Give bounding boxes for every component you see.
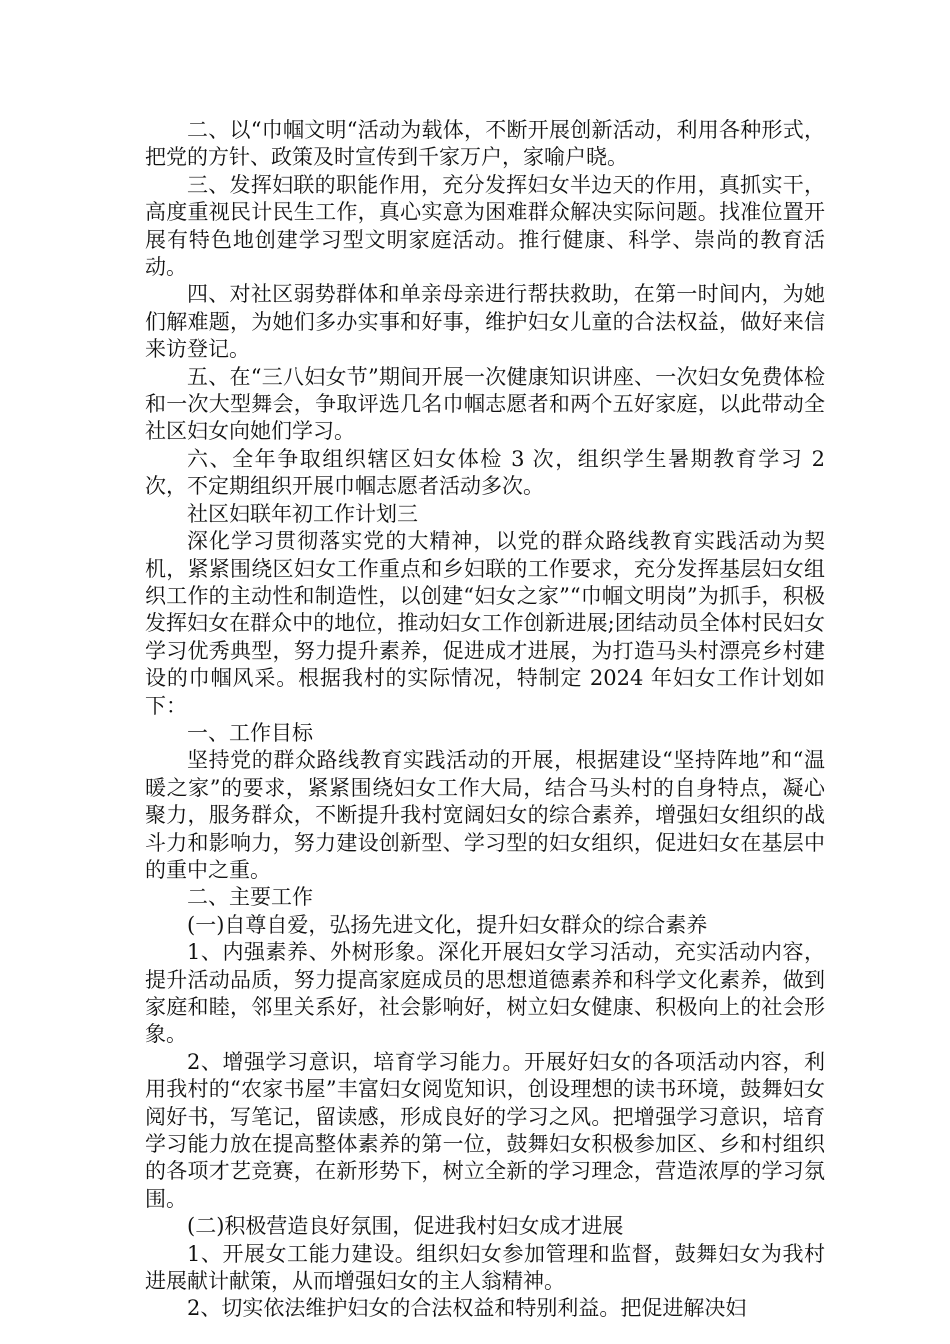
paragraph-item-2: 二、以“巾帼文明“活动为载体，不断开展创新活动，利用各种形式，把党的方针、政策及时宣传到千家万户，家喻户晓。 bbox=[145, 118, 825, 170]
main-work-item-2: 2、增强学习意识，培育学习能力。开展好妇女的各项活动内容，利用我村的“农家书屋”丰富妇女阅览知识，创设理想的读书环境，鼓舞妇女阅好书，写笔记，留读感，形成良好的学习之风。把增强学习意识，培育学习能力放在提高整体素养的第一位，鼓舞妇女积极参加区、乡和村组织的各项才艺竞赛，在新形势下，树立全新的学习理念，营造浓厚的学习氛围。 bbox=[145, 1049, 825, 1211]
atmosphere-item-2: 2、切实依法维护妇女的合法权益和特别利益。把促进解决妇 bbox=[187, 1296, 747, 1321]
subheading-two: (二)积极营造良好氛围，促进我村妇女成才进展 bbox=[187, 1214, 624, 1239]
main-work-item-1: 1、内强素养、外树形象。深化开展妇女学习活动，充实活动内容，提升活动品质，努力提高家庭成员的思想道德素养和科学文化素养，做到家庭和睦，邻里关系好，社会影响好，树立妇女健康、积极向上的社会形象。 bbox=[145, 940, 825, 1047]
document-body bbox=[145, 117, 825, 1323]
atmosphere-item-1: 1、开展女工能力建设。组织妇女参加管理和监督，鼓舞妇女为我村进展献计献策，从而增强妇女的主人翁精神。 bbox=[145, 1241, 825, 1294]
paragraph-item-6: 六、全年争取组织辖区妇女体检 3 次，组织学生暑期教育学习 2 次，不定期组织开展巾帼志愿者活动多次。 bbox=[145, 446, 825, 499]
paragraph-item-5: 五、在“三八妇女节”期间开展一次健康知识讲座、一次妇女免费体检和一次大型舞会，争取评选几名巾帼志愿者和两个五好家庭，以此带动全社区妇女向她们学习。 bbox=[145, 364, 825, 444]
work-goals-paragraph: 坚持党的群众路线教育实践活动的开展，根据建设“坚持阵地”和“温暖之家”的要求，紧紧围绕妇女工作大局，结合马头村的自身特点，凝心聚力，服务群众，不断提升我村宽阔妇女的综合素养，增强妇女组织的战斗力和影响力，努力建设创新型、学习型的妇女组织，促进妇女在基层中的重中之重。 bbox=[145, 748, 825, 882]
heading-main-work: 二、主要工作 bbox=[187, 885, 313, 910]
subheading-one: (一)自尊自爱，弘扬先进文化，提升妇女群众的综合素养 bbox=[187, 912, 708, 937]
paragraph-item-3: 三、发挥妇联的职能作用，充分发挥妇女半边天的作用，真抓实干，高度重视民计民生工作，真心实意为困难群众解决实际问题。找准位置开展有特色地创建学习型文明家庭活动。推行健康、科学、崇尚的教育活动。 bbox=[145, 172, 825, 280]
heading-work-goals: 一、工作目标 bbox=[187, 720, 313, 745]
intro-paragraph: 深化学习贯彻落实党的大精神，以党的群众路线教育实践活动为契机，紧紧围绕区妇女工作重点和乡妇联的工作要求，充分发挥基层妇女组织工作的主动性和制造性，以创建“妇女之家”“巾帼文明岗”为抓手，积极发挥妇女在群众中的地位，推动妇女工作创新进展;团结动员全体村民妇女学习优秀典型，努力提升素养，促进成才进展，为打造马头村漂亮乡村建设的巾帼风采。根据我村的实际情况，特制定 2024 年妇女工作计划如下： bbox=[145, 529, 825, 718]
section-heading-plan-three: 社区妇联年初工作计划三 bbox=[187, 501, 418, 526]
paragraph-item-4: 四、对社区弱势群体和单亲母亲进行帮扶救助，在第一时间内，为她们解难题，为她们多办实事和好事，维护妇女儿童的合法权益，做好来信来访登记。 bbox=[145, 282, 825, 362]
